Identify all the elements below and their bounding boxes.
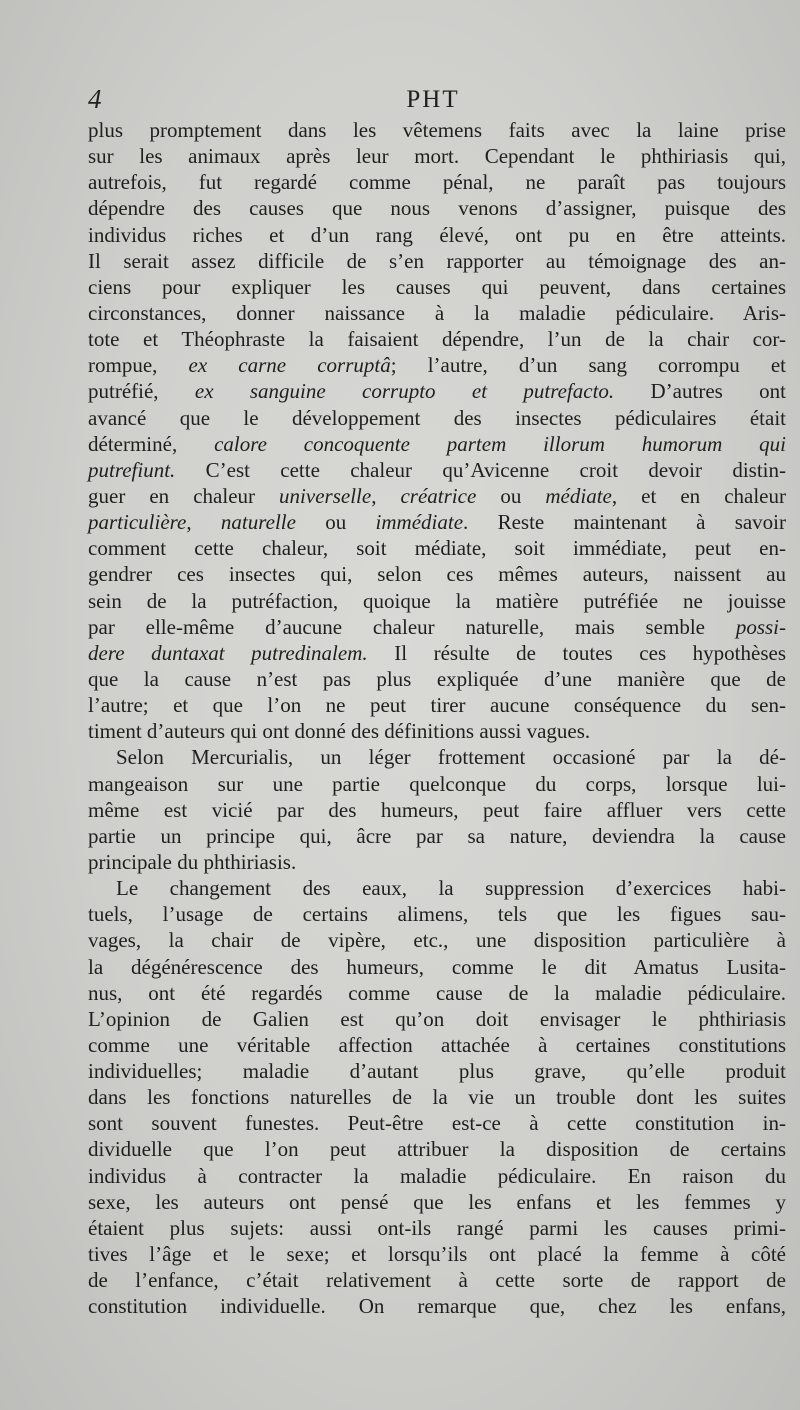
text-segment: sur les animaux après leur mort. Cependant le phthiriasis qui, xyxy=(88,144,786,169)
italic-text-segment: possi- xyxy=(735,614,786,639)
text-segment: dépendre des causes que nous venons d’assigner, puisque des xyxy=(88,196,786,221)
text-segment: individuelles; maladie d’autant plus grave, qu’elle produit xyxy=(88,1059,786,1084)
text-segment: . Reste maintenant à savoir xyxy=(463,510,787,535)
page-header xyxy=(88,84,778,118)
text-segment: timent d’auteurs qui ont donné des définitions aussi vagues. xyxy=(88,719,591,744)
text-line xyxy=(88,640,786,666)
text-segment: gendrer ces insectes qui, selon ces mêmes auteurs, naissent au xyxy=(88,562,786,587)
text-line xyxy=(88,823,786,849)
text-line xyxy=(88,169,786,195)
text-segment: individus riches et d’un rang élevé, ont pu en être atteints. xyxy=(88,222,786,247)
text-line xyxy=(88,195,786,221)
text-segment: ; l’autre, d’un sang corrompu et xyxy=(390,353,786,378)
italic-text-segment: naturelle xyxy=(220,510,296,535)
text-segment: étaient plus sujets: aussi ont-ils rangé parmi les causes primi- xyxy=(88,1215,786,1240)
text-segment: que la cause n’est pas plus expliquée d’une manière que de xyxy=(88,666,786,691)
text-segment: sont souvent funestes. Peut-être est-ce à cette constitution in- xyxy=(88,1111,786,1136)
text-segment: Il résulte de toutes ces hypothèses xyxy=(367,640,787,665)
italic-text-segment: particulière xyxy=(88,510,187,535)
text-line xyxy=(88,954,786,980)
text-segment: guer en chaleur xyxy=(88,483,280,508)
text-line xyxy=(88,352,786,378)
text-line xyxy=(88,771,786,797)
text-segment: rompue, xyxy=(88,353,189,378)
text-line xyxy=(88,117,786,143)
text-line xyxy=(88,431,786,457)
text-line xyxy=(88,1032,786,1058)
text-segment: de l’enfance, c’était relativement à cette sorte de rapport de xyxy=(88,1268,786,1293)
running-head: PHT xyxy=(406,86,460,113)
text-segment: déterminé, xyxy=(88,431,215,456)
text-segment: comme une véritable affection attachée à certaines constitutions xyxy=(88,1032,786,1057)
text-line xyxy=(88,901,786,927)
text-line xyxy=(88,1189,786,1215)
text-segment: partie un principe qui, âcre par sa nature, deviendra la cause xyxy=(88,823,786,848)
text-line xyxy=(88,744,786,770)
text-segment: autrefois, fut regardé comme pénal, ne paraît pas toujours xyxy=(88,170,786,195)
text-segment: même est vicié par des humeurs, peut faire affluer vers cette xyxy=(88,797,786,822)
text-segment: tives l’âge et le sexe; et lorsqu’ils ont placé la femme à côté xyxy=(88,1242,786,1267)
text-line xyxy=(88,300,786,326)
text-segment: Selon Mercurialis, un léger frottement occasioné par la dé- xyxy=(116,745,786,770)
italic-text-segment: putrefiunt. xyxy=(88,457,176,482)
text-line xyxy=(88,143,786,169)
text-line xyxy=(88,614,786,640)
text-segment: , xyxy=(371,483,401,508)
text-line xyxy=(88,274,786,300)
text-segment: plus promptement dans les vêtemens faits avec la laine prise xyxy=(88,118,786,142)
text-line xyxy=(88,535,786,561)
text-line xyxy=(88,849,786,875)
text-line xyxy=(88,980,786,1006)
text-line xyxy=(88,1293,786,1319)
text-line xyxy=(88,797,786,823)
text-segment: L’opinion de Galien est qu’on doit envisager le phthiriasis xyxy=(88,1006,786,1031)
text-segment: , et en chaleur xyxy=(611,483,786,508)
text-line xyxy=(88,509,786,535)
italic-text-segment: créatrice xyxy=(400,483,477,508)
text-line xyxy=(88,1267,786,1293)
text-line xyxy=(88,927,786,953)
text-line xyxy=(88,1084,786,1110)
body-text xyxy=(88,117,786,1319)
text-segment: Le changement des eaux, la suppression d’exercices habi- xyxy=(116,876,786,901)
text-line xyxy=(88,248,786,274)
text-segment: C’est cette chaleur qu’Avicenne croit devoir distin- xyxy=(175,457,786,482)
text-segment: constitution individuelle. On remarque que, chez les enfans, xyxy=(88,1294,786,1319)
text-segment: la dégénérescence des humeurs, comme le dit Amatus Lusita- xyxy=(88,954,786,979)
italic-text-segment: ex sanguine corrupto et putrefacto. xyxy=(194,379,615,404)
text-line xyxy=(88,1058,786,1084)
text-segment: mangeaison sur une partie quelconque du corps, lorsque lui- xyxy=(88,771,786,796)
italic-text-segment: dere duntaxat putredinalem. xyxy=(88,640,368,665)
page-number: 4 xyxy=(88,84,102,114)
text-segment: tote et Théophraste la faisaient dépendre, l’un de la chair cor- xyxy=(88,327,786,352)
text-segment: , xyxy=(186,510,221,535)
text-line xyxy=(88,588,786,614)
text-line xyxy=(88,666,786,692)
italic-text-segment: calore concoquente partem illorum humorum qui xyxy=(214,431,786,456)
text-segment: ou xyxy=(476,483,546,508)
text-line xyxy=(88,405,786,431)
text-segment: Il serait assez difficile de s’en rapporter au témoignage des an- xyxy=(88,248,786,273)
text-segment: ou xyxy=(295,510,376,535)
text-line xyxy=(88,561,786,587)
text-segment: avancé que le développement des insectes pédiculaires était xyxy=(88,405,786,430)
text-line xyxy=(88,1006,786,1032)
text-line xyxy=(88,222,786,248)
text-line xyxy=(88,378,786,404)
text-line xyxy=(88,1241,786,1267)
text-segment: D’autres ont xyxy=(614,379,786,404)
text-segment: par elle-même d’aucune chaleur naturelle, mais semble xyxy=(88,614,736,639)
text-line xyxy=(88,1136,786,1162)
italic-text-segment: immédiate xyxy=(375,510,464,535)
text-line xyxy=(88,457,786,483)
italic-text-segment: universelle xyxy=(279,483,372,508)
text-segment: tuels, l’usage de certains alimens, tels que les figues sau- xyxy=(88,902,786,927)
text-line xyxy=(88,1163,786,1189)
text-line xyxy=(88,692,786,718)
text-segment: putréfié, xyxy=(88,379,195,404)
text-segment: sein de la putréfaction, quoique la matière putréfiée ne jouisse xyxy=(88,588,786,613)
text-line xyxy=(88,1110,786,1136)
text-line xyxy=(88,875,786,901)
text-segment: individus à contracter la maladie pédiculaire. En raison du xyxy=(88,1163,786,1188)
text-line xyxy=(88,483,786,509)
text-line xyxy=(88,1215,786,1241)
text-line xyxy=(88,718,786,744)
text-segment: sexe, les auteurs ont pensé que les enfans et les femmes y xyxy=(88,1189,786,1214)
text-segment: nus, ont été regardés comme cause de la maladie pédiculaire. xyxy=(88,980,786,1005)
text-segment: dans les fonctions naturelles de la vie un trouble dont les suites xyxy=(88,1085,786,1110)
italic-text-segment: médiate xyxy=(545,483,612,508)
text-line xyxy=(88,326,786,352)
italic-text-segment: ex carne corruptâ xyxy=(188,353,391,378)
text-segment: comment cette chaleur, soit médiate, soit immédiate, peut en- xyxy=(88,536,786,561)
text-segment: circonstances, donner naissance à la maladie pédiculaire. Aris- xyxy=(88,300,786,325)
text-segment: principale du phthiriasis. xyxy=(88,849,297,874)
text-segment: l’autre; et que l’on ne peut tirer aucune conséquence du sen- xyxy=(88,693,786,718)
text-segment: dividuelle que l’on peut attribuer la disposition de certains xyxy=(88,1137,786,1162)
text-segment: ciens pour expliquer les causes qui peuvent, dans certaines xyxy=(88,274,786,299)
text-segment: vages, la chair de vipère, etc., une disposition particulière à xyxy=(88,928,786,953)
